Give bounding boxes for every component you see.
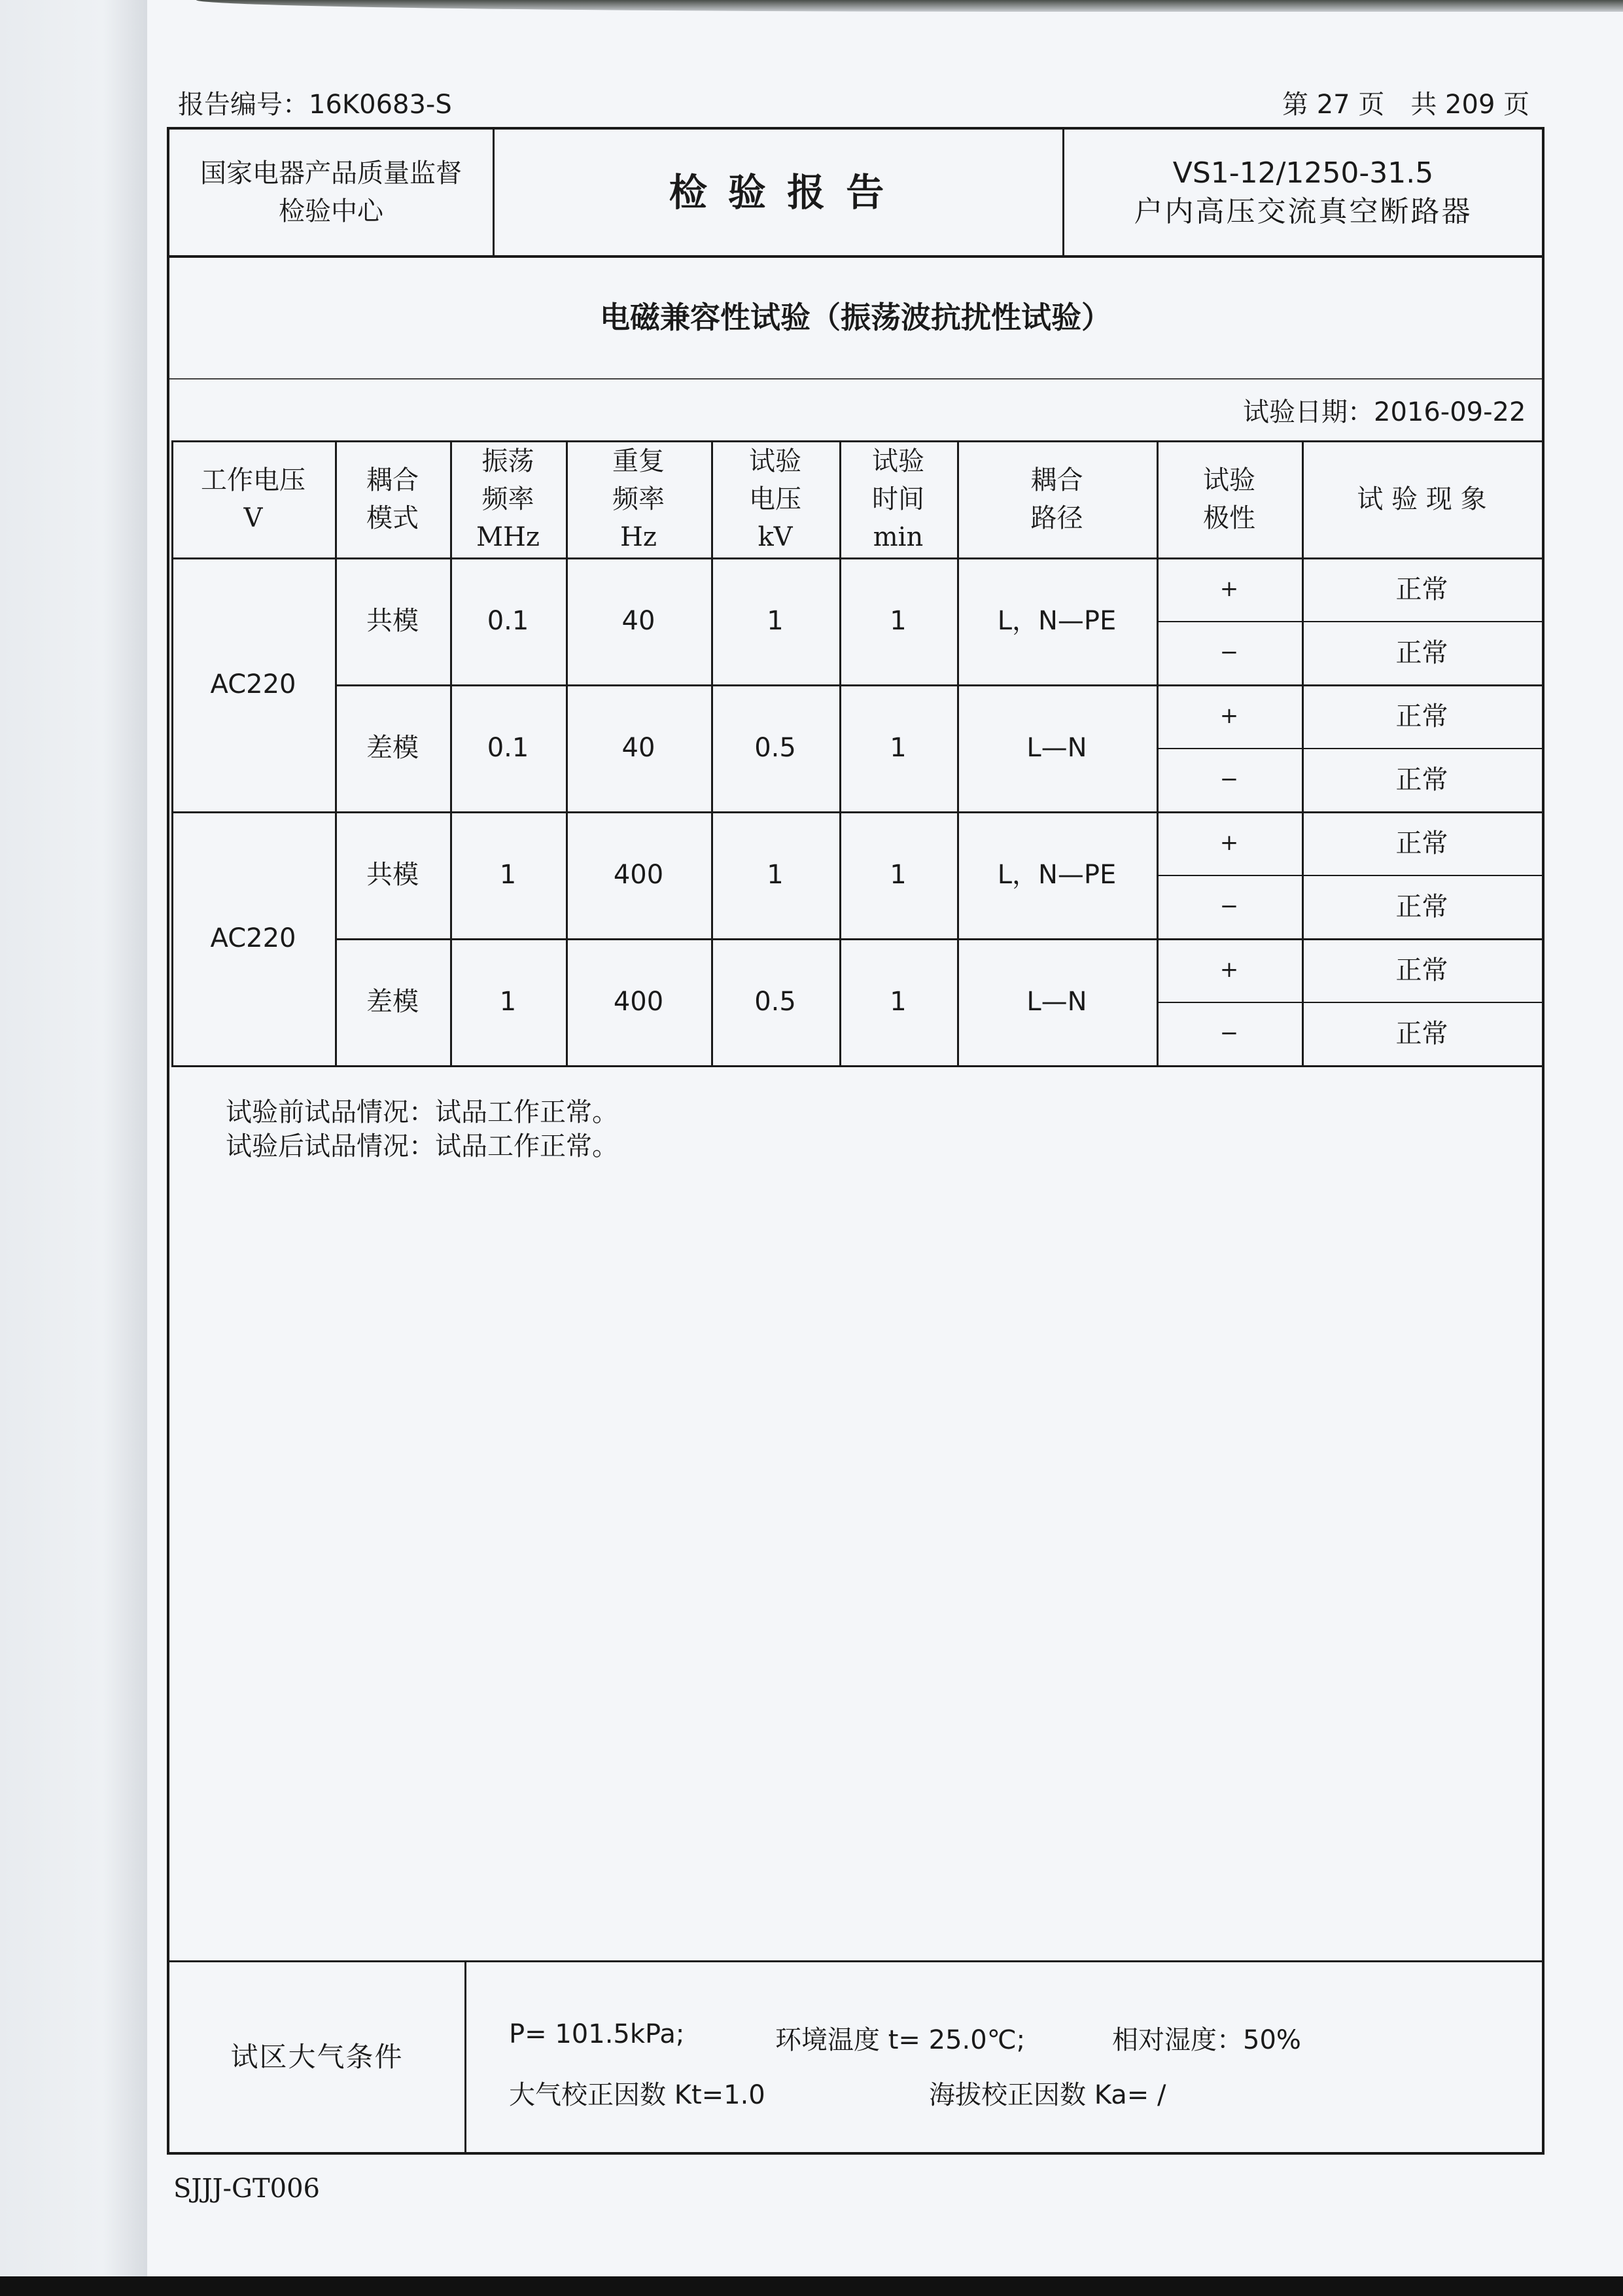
- test-date: 试验日期：2016-09-22: [1243, 397, 1526, 427]
- cell-kv: 0.5: [754, 733, 796, 763]
- cell-path: L—N: [1026, 733, 1087, 763]
- voltage-cell: AC220: [210, 669, 296, 699]
- cell-result: 正常: [1395, 891, 1448, 922]
- header-text: 试 验 现 象: [1357, 484, 1487, 514]
- report-number-value: 16K0683-S: [309, 90, 452, 120]
- header-text: 模式: [366, 503, 419, 533]
- cell-rep: 400: [613, 987, 664, 1017]
- cell-kv: 1: [767, 860, 784, 890]
- header-cell: [450, 440, 566, 557]
- header-text: kV: [758, 521, 793, 552]
- conditions-label: 试区大气条件: [230, 2040, 404, 2073]
- header-text: min: [873, 521, 924, 552]
- cell-result: 正常: [1395, 637, 1448, 668]
- cell-freq: 1: [499, 987, 517, 1017]
- cell-polarity: +: [1219, 829, 1239, 856]
- header-cell: [335, 440, 450, 557]
- cell-mode: 共模: [366, 606, 419, 636]
- cell-result: 正常: [1395, 955, 1448, 985]
- product-name: 户内高压交流真空断路器: [1134, 195, 1473, 228]
- cell-result: 正常: [1395, 701, 1448, 732]
- org-name: [169, 130, 493, 255]
- page-top-edge: [196, 0, 1623, 12]
- cell-rep: 400: [613, 860, 664, 890]
- header-text: 时间: [872, 484, 924, 514]
- note-before: 试验前试品情况：试品工作正常。: [226, 1097, 618, 1127]
- cell-path: L—N: [1026, 987, 1087, 1017]
- temperature: 环境温度 t= 25.0℃;: [775, 2025, 1026, 2055]
- cell-freq: 1: [499, 860, 517, 890]
- report-title: 检 验 报 告: [669, 169, 888, 215]
- header-cell: [1157, 440, 1302, 557]
- cell-polarity: −: [1219, 766, 1239, 792]
- report-number-label: 报告编号：: [178, 90, 309, 120]
- header-cell: [1302, 440, 1542, 557]
- header-text: MHz: [476, 521, 540, 552]
- cell-time: 1: [890, 733, 907, 763]
- header-cell: [957, 440, 1157, 557]
- header-text: V: [243, 503, 263, 533]
- note-after: 试验后试品情况：试品工作正常。: [226, 1131, 618, 1161]
- cell-time: 1: [890, 860, 907, 890]
- org-line1: 国家电器产品质量监督: [200, 158, 462, 188]
- cell-result: 正常: [1395, 828, 1448, 858]
- cell-mode: 共模: [366, 860, 419, 890]
- cell-rep: 40: [621, 733, 655, 763]
- pressure: P= 101.5kPa;: [509, 2019, 685, 2049]
- cell-result: 正常: [1395, 574, 1448, 605]
- header-text: 极性: [1203, 503, 1255, 533]
- header-cell: [839, 440, 957, 557]
- cell-freq: 0.1: [487, 606, 529, 636]
- cell-mode: 差模: [366, 733, 419, 763]
- org-line2: 检验中心: [279, 196, 383, 226]
- binding-shadow: [0, 0, 147, 2296]
- cell-kv: 0.5: [754, 987, 796, 1017]
- header-cell: [711, 440, 839, 557]
- header-text: 频率: [612, 484, 665, 514]
- cell-result: 正常: [1395, 1018, 1448, 1049]
- cell-polarity: +: [1219, 702, 1239, 729]
- header-cell: [566, 440, 711, 557]
- kt-factor: 大气校正因数 Kt=1.0: [509, 2080, 765, 2110]
- header-text: 试验: [872, 446, 924, 476]
- header-text: 工作电压: [201, 465, 305, 495]
- scan-bottom-edge: [0, 2276, 1623, 2296]
- cell-freq: 0.1: [487, 733, 529, 763]
- header-text: 路径: [1030, 503, 1083, 533]
- header-text: 振荡: [481, 446, 534, 476]
- header-text: 试验: [1203, 465, 1255, 495]
- cell-polarity: −: [1219, 639, 1239, 665]
- page-info: 第 27 页 共 209 页: [1282, 90, 1530, 120]
- humidity: 相对湿度：50%: [1112, 2025, 1301, 2055]
- header-text: Hz: [620, 521, 657, 552]
- report-number: [178, 84, 452, 121]
- cell-time: 1: [890, 606, 907, 636]
- product-model: VS1-12/1250-31.5: [1172, 156, 1434, 190]
- cell-polarity: −: [1219, 892, 1239, 919]
- header-cell: [171, 440, 335, 557]
- header-text: 重复: [612, 446, 665, 476]
- section-title: 电磁兼容性试验（振荡波抗扰性试验）: [600, 299, 1111, 335]
- cell-polarity: −: [1219, 1019, 1239, 1046]
- voltage-cell: AC220: [210, 923, 296, 953]
- form-code: SJJJ-GT006: [173, 2174, 321, 2204]
- header-text: 耦合: [366, 465, 419, 495]
- cell-polarity: +: [1219, 956, 1239, 983]
- product-info: [1064, 130, 1542, 255]
- cell-mode: 差模: [366, 987, 419, 1017]
- cell-rep: 40: [621, 606, 655, 636]
- cell-time: 1: [890, 987, 907, 1017]
- cell-path: L，N—PE: [997, 860, 1117, 890]
- cell-result: 正常: [1395, 764, 1448, 795]
- ka-factor: 海拔校正因数 Ka= /: [929, 2080, 1166, 2110]
- cell-path: L，N—PE: [997, 606, 1117, 636]
- cell-kv: 1: [767, 606, 784, 636]
- header-text: 耦合: [1030, 465, 1083, 495]
- header-text: 试验: [749, 446, 801, 476]
- header-text: 电压: [749, 484, 801, 514]
- cell-polarity: +: [1219, 575, 1239, 602]
- header-text: 频率: [481, 484, 534, 514]
